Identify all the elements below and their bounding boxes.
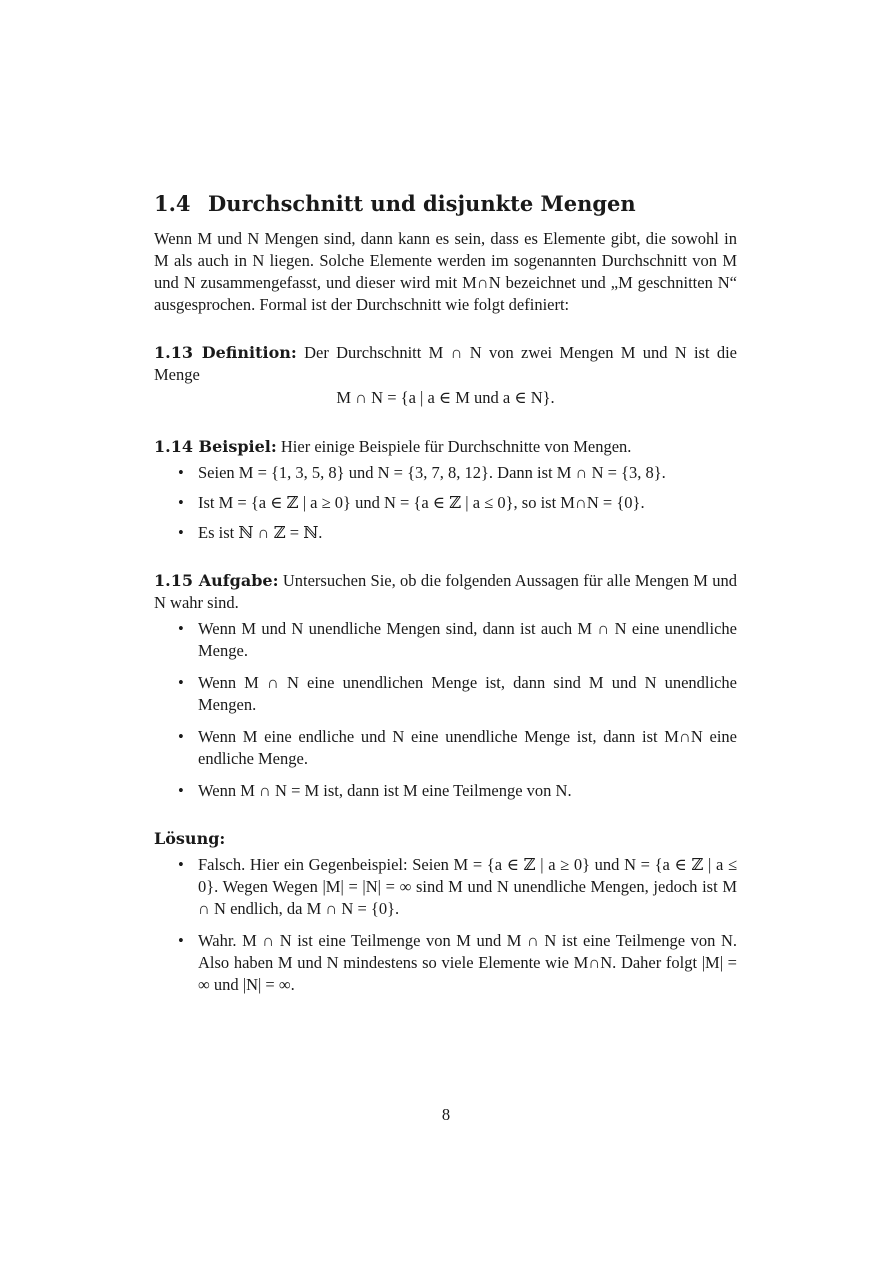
exercise-item-text: Wenn M eine endliche und N eine unendliche Menge ist, dann ist M∩N eine endliche Menge. bbox=[198, 727, 737, 768]
example-block bbox=[154, 436, 737, 544]
example-list bbox=[154, 462, 737, 544]
definition-label: 1.13 Definition: bbox=[154, 343, 297, 362]
exercise-item-text: Wenn M und N unendliche Mengen sind, dann ist auch M ∩ N eine unendliche Menge. bbox=[198, 619, 737, 660]
bullet-icon: • bbox=[178, 931, 184, 950]
solution-paragraph bbox=[154, 828, 737, 850]
definition-paragraph bbox=[154, 342, 737, 386]
example-text: Hier einige Beispiele für Durchschnitte von Mengen. bbox=[280, 437, 632, 456]
exercise-block bbox=[154, 570, 737, 802]
bullet-icon: • bbox=[178, 523, 184, 542]
example-paragraph bbox=[154, 436, 737, 458]
exercise-label: 1.15 Aufgabe: bbox=[154, 571, 279, 590]
example-item-text: Es ist ℕ ∩ ℤ = ℕ. bbox=[198, 523, 323, 542]
list-item bbox=[154, 618, 737, 662]
solution-block bbox=[154, 828, 737, 996]
page-content bbox=[154, 190, 737, 1006]
list-item bbox=[154, 522, 737, 544]
solution-item-text: Falsch. Hier ein Gegenbeispiel: Seien M = {a ∈ ℤ | a ≥ 0} und N = {a ∈ ℤ | a ≤ 0}. Wegen Wegen |M| = |N| = ∞ sind M und N unendliche Mengen, jedoch ist M ∩ N endlich, da M ∩ N = {0}. bbox=[198, 855, 737, 918]
bullet-icon: • bbox=[178, 619, 184, 638]
list-item bbox=[154, 780, 737, 802]
list-item bbox=[154, 854, 737, 920]
list-item bbox=[154, 462, 737, 484]
solution-label: Lösung: bbox=[154, 829, 226, 848]
solution-item-text: Wahr. M ∩ N ist eine Teilmenge von M und M ∩ N ist eine Teilmenge von N. Also haben M und N mindestens so viele Elemente wie M∩N. Daher folgt |M| = ∞ und |N| = ∞. bbox=[198, 931, 737, 994]
exercise-item-text: Wenn M ∩ N eine unendlichen Menge ist, dann sind M und N unendliche Mengen. bbox=[198, 673, 737, 714]
intro-paragraph: Wenn M und N Mengen sind, dann kann es sein, dass es Elemente gibt, die sowohl in M als auch in N liegen. Solche Elemente werden im sogenannten Durchschnitt von M und N zusammengefasst, und dieser wird mit M∩N bezeichnet und „M geschnitten N“ ausgesprochen. Formal ist der Durchschnitt wie folgt definiert: bbox=[154, 229, 737, 314]
bullet-icon: • bbox=[178, 673, 184, 692]
list-item bbox=[154, 930, 737, 996]
bullet-icon: • bbox=[178, 781, 184, 800]
definition-block bbox=[154, 342, 737, 410]
exercise-item-text: Wenn M ∩ N = M ist, dann ist M eine Teilmenge von N. bbox=[198, 781, 572, 800]
bullet-icon: • bbox=[178, 727, 184, 746]
definition-text: Der Durchschnitt M ∩ N von zwei Mengen M und N ist die Menge bbox=[154, 343, 737, 384]
example-item-text: Ist M = {a ∈ ℤ | a ≥ 0} und N = {a ∈ ℤ | a ≤ 0}, so ist M∩N = {0}. bbox=[198, 493, 645, 512]
example-label: 1.14 Beispiel: bbox=[154, 437, 277, 456]
section-title: Durchschnitt und disjunkte Mengen bbox=[208, 191, 636, 216]
bullet-icon: • bbox=[178, 463, 184, 482]
list-item bbox=[154, 726, 737, 770]
list-item bbox=[154, 672, 737, 716]
solution-list bbox=[154, 854, 737, 996]
bullet-icon: • bbox=[178, 855, 184, 874]
exercise-text: Untersuchen Sie, ob die folgenden Aussagen für alle Mengen M und N wahr sind. bbox=[154, 571, 738, 612]
section-heading bbox=[154, 190, 737, 218]
page-number: 8 bbox=[441, 1105, 451, 1124]
definition-formula: M ∩ N = {a | a ∈ M und a ∈ N}. bbox=[336, 388, 555, 407]
section-number: 1.4 bbox=[154, 191, 191, 216]
list-item bbox=[154, 492, 737, 514]
exercise-paragraph bbox=[154, 570, 737, 614]
bullet-icon: • bbox=[178, 493, 184, 512]
exercise-list bbox=[154, 618, 737, 802]
example-item-text: Seien M = {1, 3, 5, 8} und N = {3, 7, 8, 12}. Dann ist M ∩ N = {3, 8}. bbox=[198, 463, 666, 482]
